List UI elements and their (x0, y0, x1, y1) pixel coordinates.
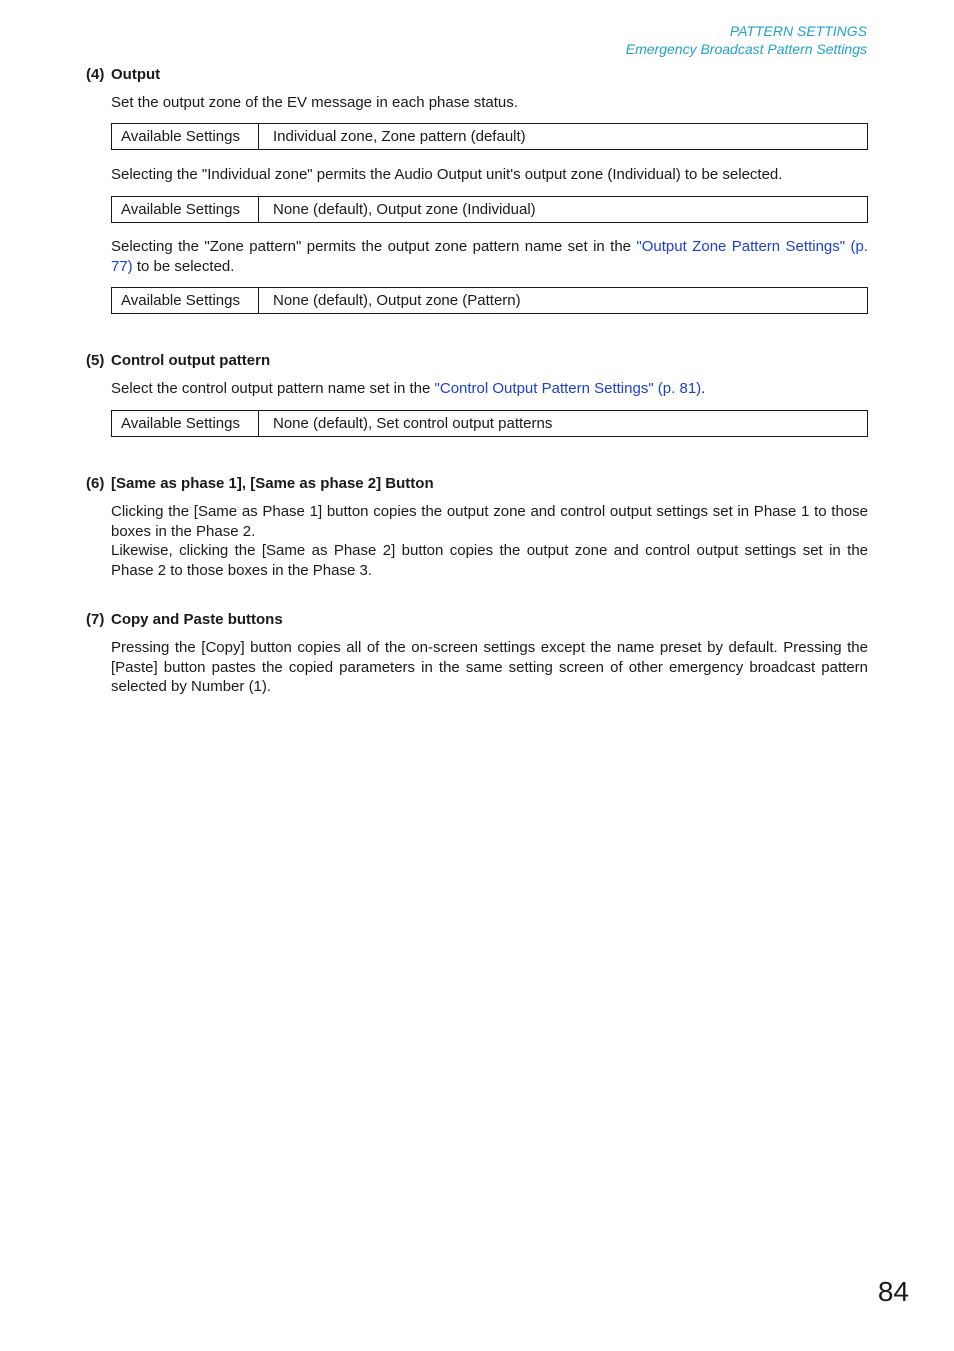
section-heading-copy-paste (86, 611, 283, 629)
settings-label: Available Settings (112, 411, 259, 437)
section-title: Control output pattern (111, 352, 271, 369)
text-after-link: . (701, 380, 706, 397)
section-number: (7) (86, 611, 105, 628)
output-intro: Set the output zone of the EV message in each phase status. (111, 94, 518, 111)
settings-value: None (default), Set control output patterns (259, 411, 868, 437)
settings-label: Available Settings (112, 288, 259, 314)
output-zone-pattern-text (111, 237, 868, 276)
output-settings-table-3 (111, 287, 868, 314)
settings-label: Available Settings (112, 124, 259, 150)
same-as-phase1-text: Clicking the [Same as Phase 1] button copies the output zone and control output settings set in Phase 1 to those boxes in the Phase 2. (111, 503, 868, 540)
control-output-pattern-settings-link[interactable]: "Control Output Pattern Settings" (p. 81) (434, 380, 702, 397)
output-settings-table-1 (111, 123, 868, 150)
section-title: Copy and Paste buttons (111, 611, 283, 628)
control-output-intro (111, 379, 868, 399)
section-heading-control-output (86, 352, 270, 370)
section-heading-output (86, 66, 160, 84)
control-output-settings-table (111, 410, 868, 437)
settings-value: None (default), Output zone (Individual) (259, 197, 868, 223)
header-section: Emergency Broadcast Pattern Settings (625, 41, 867, 57)
settings-value: None (default), Output zone (Pattern) (259, 288, 868, 314)
text-after-link: to be selected. (132, 257, 235, 275)
text-before-link: Select the control output pattern name set in the (111, 380, 435, 397)
settings-label: Available Settings (112, 197, 259, 223)
section-title: [Same as phase 1], [Same as phase 2] Button (111, 475, 434, 492)
output-individual-zone-text: Selecting the "Individual zone" permits the Audio Output unit's output zone (Individual) to be selected. (111, 166, 783, 183)
page-number: 84 (877, 1276, 909, 1307)
section-heading-same-as-phase (86, 475, 434, 493)
same-as-phase2-text: Likewise, clicking the [Same as Phase 2] button copies the output zone and control output settings set in the Phase 2 to those boxes in the Phase 3. (111, 542, 868, 579)
section-title: Output (111, 66, 161, 83)
settings-value: Individual zone, Zone pattern (default) (259, 124, 868, 150)
section-number: (4) (86, 66, 105, 83)
running-header (626, 22, 867, 58)
header-chapter: PATTERN SETTINGS (729, 23, 867, 39)
output-zone-pattern-settings-link[interactable]: "Output Zone Pattern Settings" (p. 77) (111, 238, 868, 275)
section-number: (5) (86, 352, 105, 369)
copy-paste-text: Pressing the [Copy] button copies all of the on-screen settings except the name preset by default. Pressing the [Paste] button pastes the copied parameters in the same setting screen of other emergency broadcast pattern selected by Number (1). (111, 639, 868, 695)
section-number: (6) (86, 475, 105, 492)
output-settings-table-2 (111, 196, 868, 223)
text-before-link: Selecting the "Zone pattern" permits the output zone pattern name set in the (111, 238, 637, 255)
